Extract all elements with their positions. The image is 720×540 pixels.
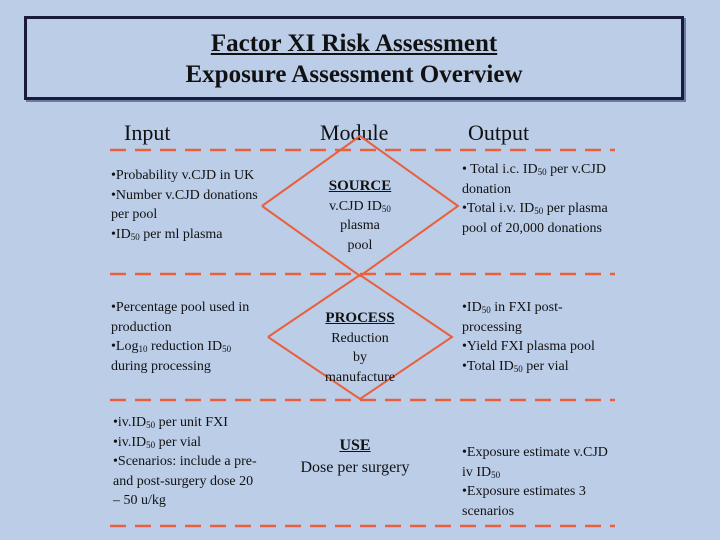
list-item: •Yield FXI plasma pool: [462, 339, 595, 354]
module-body-use: Dose per surgery: [300, 459, 410, 476]
list-item: •Percentage pool used in production: [111, 300, 250, 335]
list-item: •Log$_{10}$ reduction $ID_{50}$ during processing: [111, 339, 232, 374]
module-title-use: USE: [339, 437, 371, 454]
list-item: • Total i.c. $ID_{50}$ per v.CJD donation: [462, 162, 606, 197]
module-process: [300, 309, 420, 387]
module-source: [300, 177, 420, 255]
list-item: $•iv.ID_{50}$ per vial: [113, 434, 202, 450]
list-item: •Total i.v. $ID_{50}$ per plasma pool of 20,000 donations: [462, 201, 608, 236]
list-item: •Exposure estimate v.CJD iv $ID_{50}$: [462, 445, 608, 480]
list-item: •Exposure estimates 3 scenarios: [462, 484, 586, 519]
row-source-output: [462, 160, 622, 238]
row-use-input: [113, 413, 263, 511]
module-title-source: SOURCE: [328, 178, 392, 194]
row-process-input: [111, 298, 251, 376]
row-use-output: [462, 443, 617, 521]
list-item: $•ID_{50}$ per ml plasma: [111, 226, 223, 242]
page-title: Factor XI Risk Assessment: [210, 30, 498, 57]
page-subtitle: Exposure Assessment Overview: [185, 61, 523, 88]
list-item: •Scenarios: include a pre- and post-surgery dose 20 – 50 u/kg: [113, 454, 257, 508]
column-header-input: Input: [124, 120, 171, 145]
list-item: •Probability v.CJD in UK: [111, 168, 255, 183]
module-use: [300, 435, 410, 479]
list-item: $•ID_{50}$ in FXI post-processing: [462, 300, 563, 335]
list-item: $•iv.ID_{50}$ per unit FXI: [113, 415, 228, 430]
module-body-process: Reduction by manufacture: [325, 330, 395, 385]
module-title-process: PROCESS: [325, 310, 395, 326]
list-item: •Number v.CJD donations per pool: [111, 187, 258, 222]
column-header-output: Output: [468, 120, 530, 145]
row-source-input: [111, 166, 261, 244]
row-process-output: [462, 298, 612, 376]
list-item: •Total $ID_{50}$ per vial: [462, 358, 569, 374]
column-header-module: Module: [320, 120, 389, 145]
module-body-source: v.CJD $ID_{50}$ plasma pool: [329, 198, 391, 253]
